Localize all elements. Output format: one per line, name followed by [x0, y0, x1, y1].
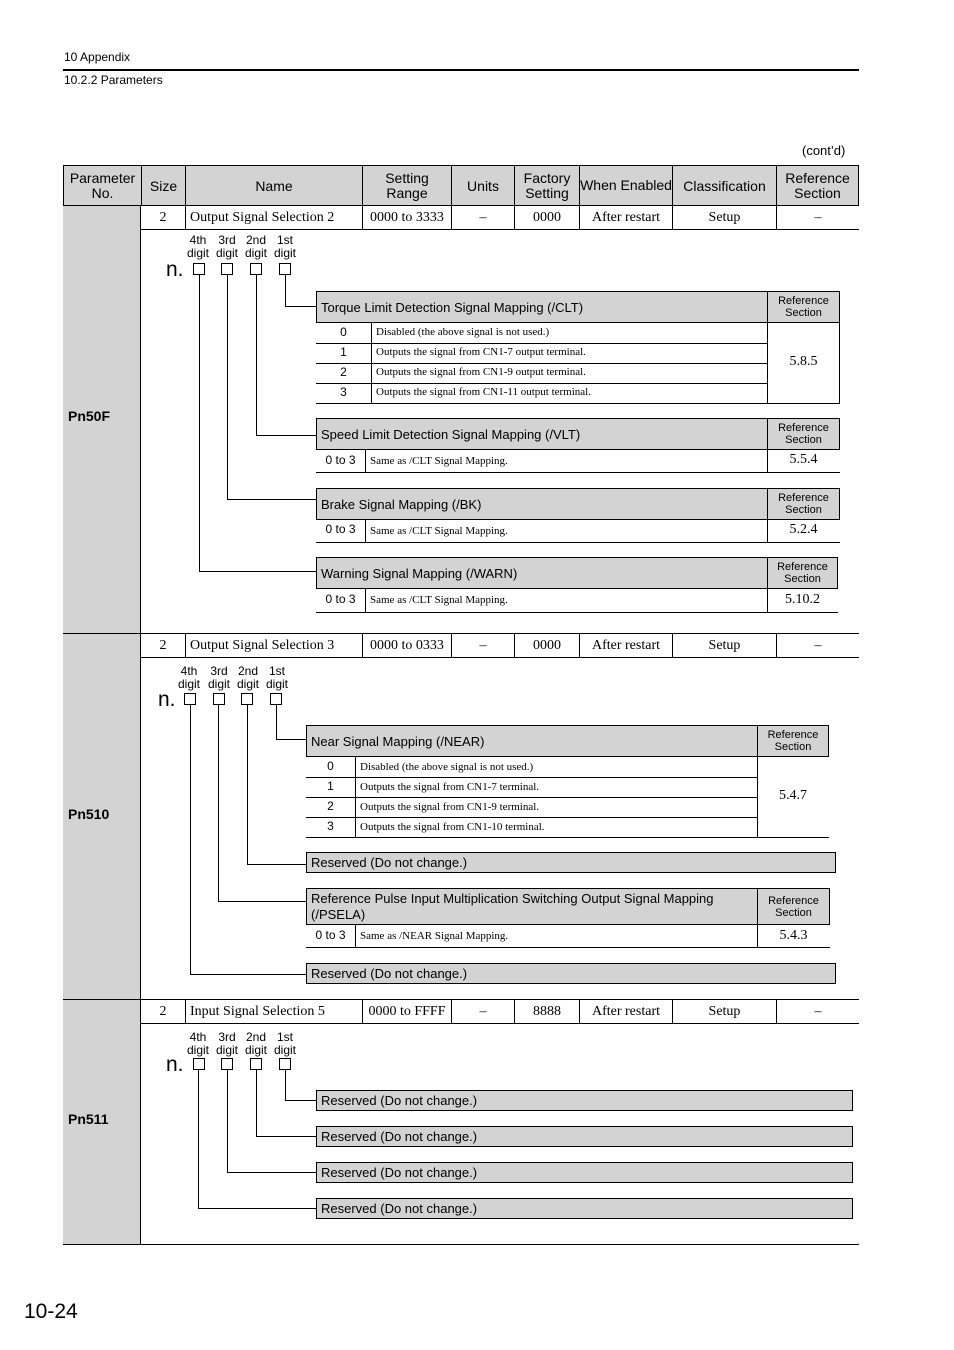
clt-value-3: 3	[340, 385, 347, 399]
warn-value: 0 to 3	[325, 592, 356, 606]
warn-title: Warning Signal Mapping (/WARN)	[316, 557, 768, 589]
pn510-when: After restart	[579, 634, 672, 658]
clt-desc-0: Disabled (the above signal is not used.)	[376, 326, 550, 338]
pn511-reserved-1st: Reserved (Do not change.)	[316, 1090, 853, 1111]
clt-desc-1: Outputs the signal from CN1-7 output terminal.	[376, 346, 586, 358]
digit-label-1st: 1st digit	[273, 1030, 296, 1057]
psela-ref: 5.4.3	[779, 928, 808, 943]
digit-label-1st: 1st digit	[265, 664, 288, 691]
digit-box-3rd	[213, 693, 225, 705]
near-ref-header: Reference Section	[757, 725, 829, 757]
psela-title-line2: (/PSELA)	[311, 907, 366, 922]
pn511-units: –	[451, 1000, 514, 1024]
pn511-reference: –	[776, 1000, 859, 1024]
psela-desc: Same as /NEAR Signal Mapping.	[360, 930, 509, 942]
pn511-range: 0000 to FFFF	[362, 1000, 451, 1024]
digit-label-1st: 1st digit	[273, 233, 296, 260]
digit-box-3rd	[221, 263, 233, 275]
hdr-factory: Factory Setting	[514, 165, 579, 206]
pn510-size: 2	[141, 634, 185, 658]
section-title: 10.2.2 Parameters	[64, 73, 163, 87]
hdr-classification: Classification	[672, 165, 776, 206]
near-value-3: 3	[327, 819, 334, 833]
digit-label-3rd: 3rd digit	[207, 664, 230, 691]
pn510-reserved-2nd: Reserved (Do not change.)	[306, 852, 836, 873]
digit-box-2nd	[250, 1058, 262, 1070]
digit-label-4th: 4th digit	[177, 664, 200, 691]
bk-ref-header: Reference Section	[767, 488, 840, 520]
bk-title: Brake Signal Mapping (/BK)	[316, 488, 768, 520]
psela-title	[306, 888, 758, 925]
digit-label-4th: 4th digit	[186, 233, 209, 260]
digit-label-3rd: 3rd digit	[215, 233, 238, 260]
near-desc-1: Outputs the signal from CN1-7 terminal.	[360, 781, 540, 793]
pn511-reserved-3rd: Reserved (Do not change.)	[316, 1162, 853, 1183]
near-value-0: 0	[327, 759, 334, 773]
hdr-setting-range: Setting Range	[362, 165, 451, 206]
pn50f-factory: 0000	[514, 206, 579, 230]
psela-value: 0 to 3	[315, 928, 346, 942]
bk-value: 0 to 3	[325, 522, 356, 536]
digit-box-1st	[270, 693, 282, 705]
clt-value-2: 2	[340, 365, 347, 379]
param-pn50f: Pn50F	[68, 408, 111, 424]
digit-label-2nd: 2nd digit	[244, 1030, 267, 1057]
pn50f-when: After restart	[579, 206, 672, 230]
warn-ref-header: Reference Section	[767, 557, 838, 589]
digit-box-3rd	[221, 1058, 233, 1070]
warn-ref: 5.10.2	[785, 592, 820, 607]
digit-box-4th	[193, 263, 205, 275]
param-column	[63, 206, 141, 1244]
clt-desc-3: Outputs the signal from CN1-11 output terminal.	[376, 386, 591, 398]
header-rule	[63, 69, 859, 71]
near-value-2: 2	[327, 799, 334, 813]
clt-desc-2: Outputs the signal from CN1-9 output terminal.	[376, 366, 586, 378]
clt-title: Torque Limit Detection Signal Mapping (/CLT)	[316, 291, 768, 323]
pn50f-units: –	[451, 206, 514, 230]
hdr-name: Name	[185, 165, 362, 206]
pn510-factory: 0000	[514, 634, 579, 658]
digit-box-2nd	[250, 263, 262, 275]
hdr-when: When Enabled	[579, 165, 672, 206]
pn50f-size: 2	[141, 206, 185, 230]
bk-desc: Same as /CLT Signal Mapping.	[370, 525, 508, 537]
digit-label-3rd: 3rd digit	[215, 1030, 238, 1057]
pn511-when: After restart	[579, 1000, 672, 1024]
pn511-reserved-2nd: Reserved (Do not change.)	[316, 1126, 853, 1147]
pn50f-reference: –	[776, 206, 859, 230]
clt-value-0: 0	[340, 325, 347, 339]
near-title: Near Signal Mapping (/NEAR)	[306, 725, 758, 757]
n-prefix: n.	[166, 1053, 184, 1076]
pn511-name: Input Signal Selection 5	[185, 1000, 362, 1024]
pn510-units: –	[451, 634, 514, 658]
vlt-value: 0 to 3	[325, 453, 356, 467]
vlt-desc: Same as /CLT Signal Mapping.	[370, 455, 508, 467]
n-prefix: n.	[166, 258, 184, 281]
near-desc-3: Outputs the signal from CN1-10 terminal.	[360, 821, 545, 833]
hdr-size: Size	[141, 165, 185, 206]
digit-box-1st	[279, 263, 291, 275]
bk-ref: 5.2.4	[789, 522, 818, 537]
page-number: 10-24	[24, 1300, 78, 1323]
digit-label-4th: 4th digit	[186, 1030, 209, 1057]
param-pn511: Pn511	[68, 1111, 109, 1127]
near-desc-2: Outputs the signal from CN1-9 terminal.	[360, 801, 540, 813]
pn50f-name: Output Signal Selection 2	[185, 206, 362, 230]
pn510-name: Output Signal Selection 3	[185, 634, 362, 658]
digit-label-2nd: 2nd digit	[236, 664, 259, 691]
near-desc-0: Disabled (the above signal is not used.)	[360, 761, 534, 773]
contd-label: (cont’d)	[802, 143, 846, 158]
near-value-1: 1	[327, 779, 334, 793]
clt-ref-header: Reference Section	[767, 291, 840, 323]
near-ref: 5.4.7	[779, 788, 807, 803]
pn511-classification: Setup	[672, 1000, 776, 1024]
digit-label-2nd: 2nd digit	[244, 233, 267, 260]
digit-box-4th	[193, 1058, 205, 1070]
pn50f-classification: Setup	[672, 206, 776, 230]
chapter-title: 10 Appendix	[64, 50, 131, 64]
vlt-ref: 5.5.4	[789, 452, 818, 467]
psela-title-line1: Reference Pulse Input Multiplication Switching Output Signal Mapping	[311, 891, 714, 906]
pn510-reserved-4th: Reserved (Do not change.)	[306, 963, 836, 984]
hdr-reference: Reference Section	[776, 165, 859, 206]
pn510-classification: Setup	[672, 634, 776, 658]
pn511-reserved-4th: Reserved (Do not change.)	[316, 1198, 853, 1219]
hdr-param-no: Parameter No.	[63, 165, 141, 206]
vlt-ref-header: Reference Section	[767, 418, 840, 450]
psela-ref-header: Reference Section	[757, 888, 830, 925]
n-prefix: n.	[158, 688, 176, 711]
vlt-title: Speed Limit Detection Signal Mapping (/VLT)	[316, 418, 768, 450]
hdr-units: Units	[451, 165, 514, 206]
digit-box-1st	[279, 1058, 291, 1070]
clt-ref: 5.8.5	[789, 354, 818, 369]
digit-box-4th	[184, 693, 196, 705]
digit-box-2nd	[241, 693, 253, 705]
warn-desc: Same as /CLT Signal Mapping.	[370, 594, 508, 606]
pn511-factory: 8888	[514, 1000, 579, 1024]
pn510-range: 0000 to 0333	[362, 634, 451, 658]
pn511-size: 2	[141, 1000, 185, 1024]
clt-value-1: 1	[340, 345, 347, 359]
param-pn510: Pn510	[68, 806, 110, 822]
pn510-reference: –	[776, 634, 859, 658]
pn50f-range: 0000 to 3333	[362, 206, 451, 230]
